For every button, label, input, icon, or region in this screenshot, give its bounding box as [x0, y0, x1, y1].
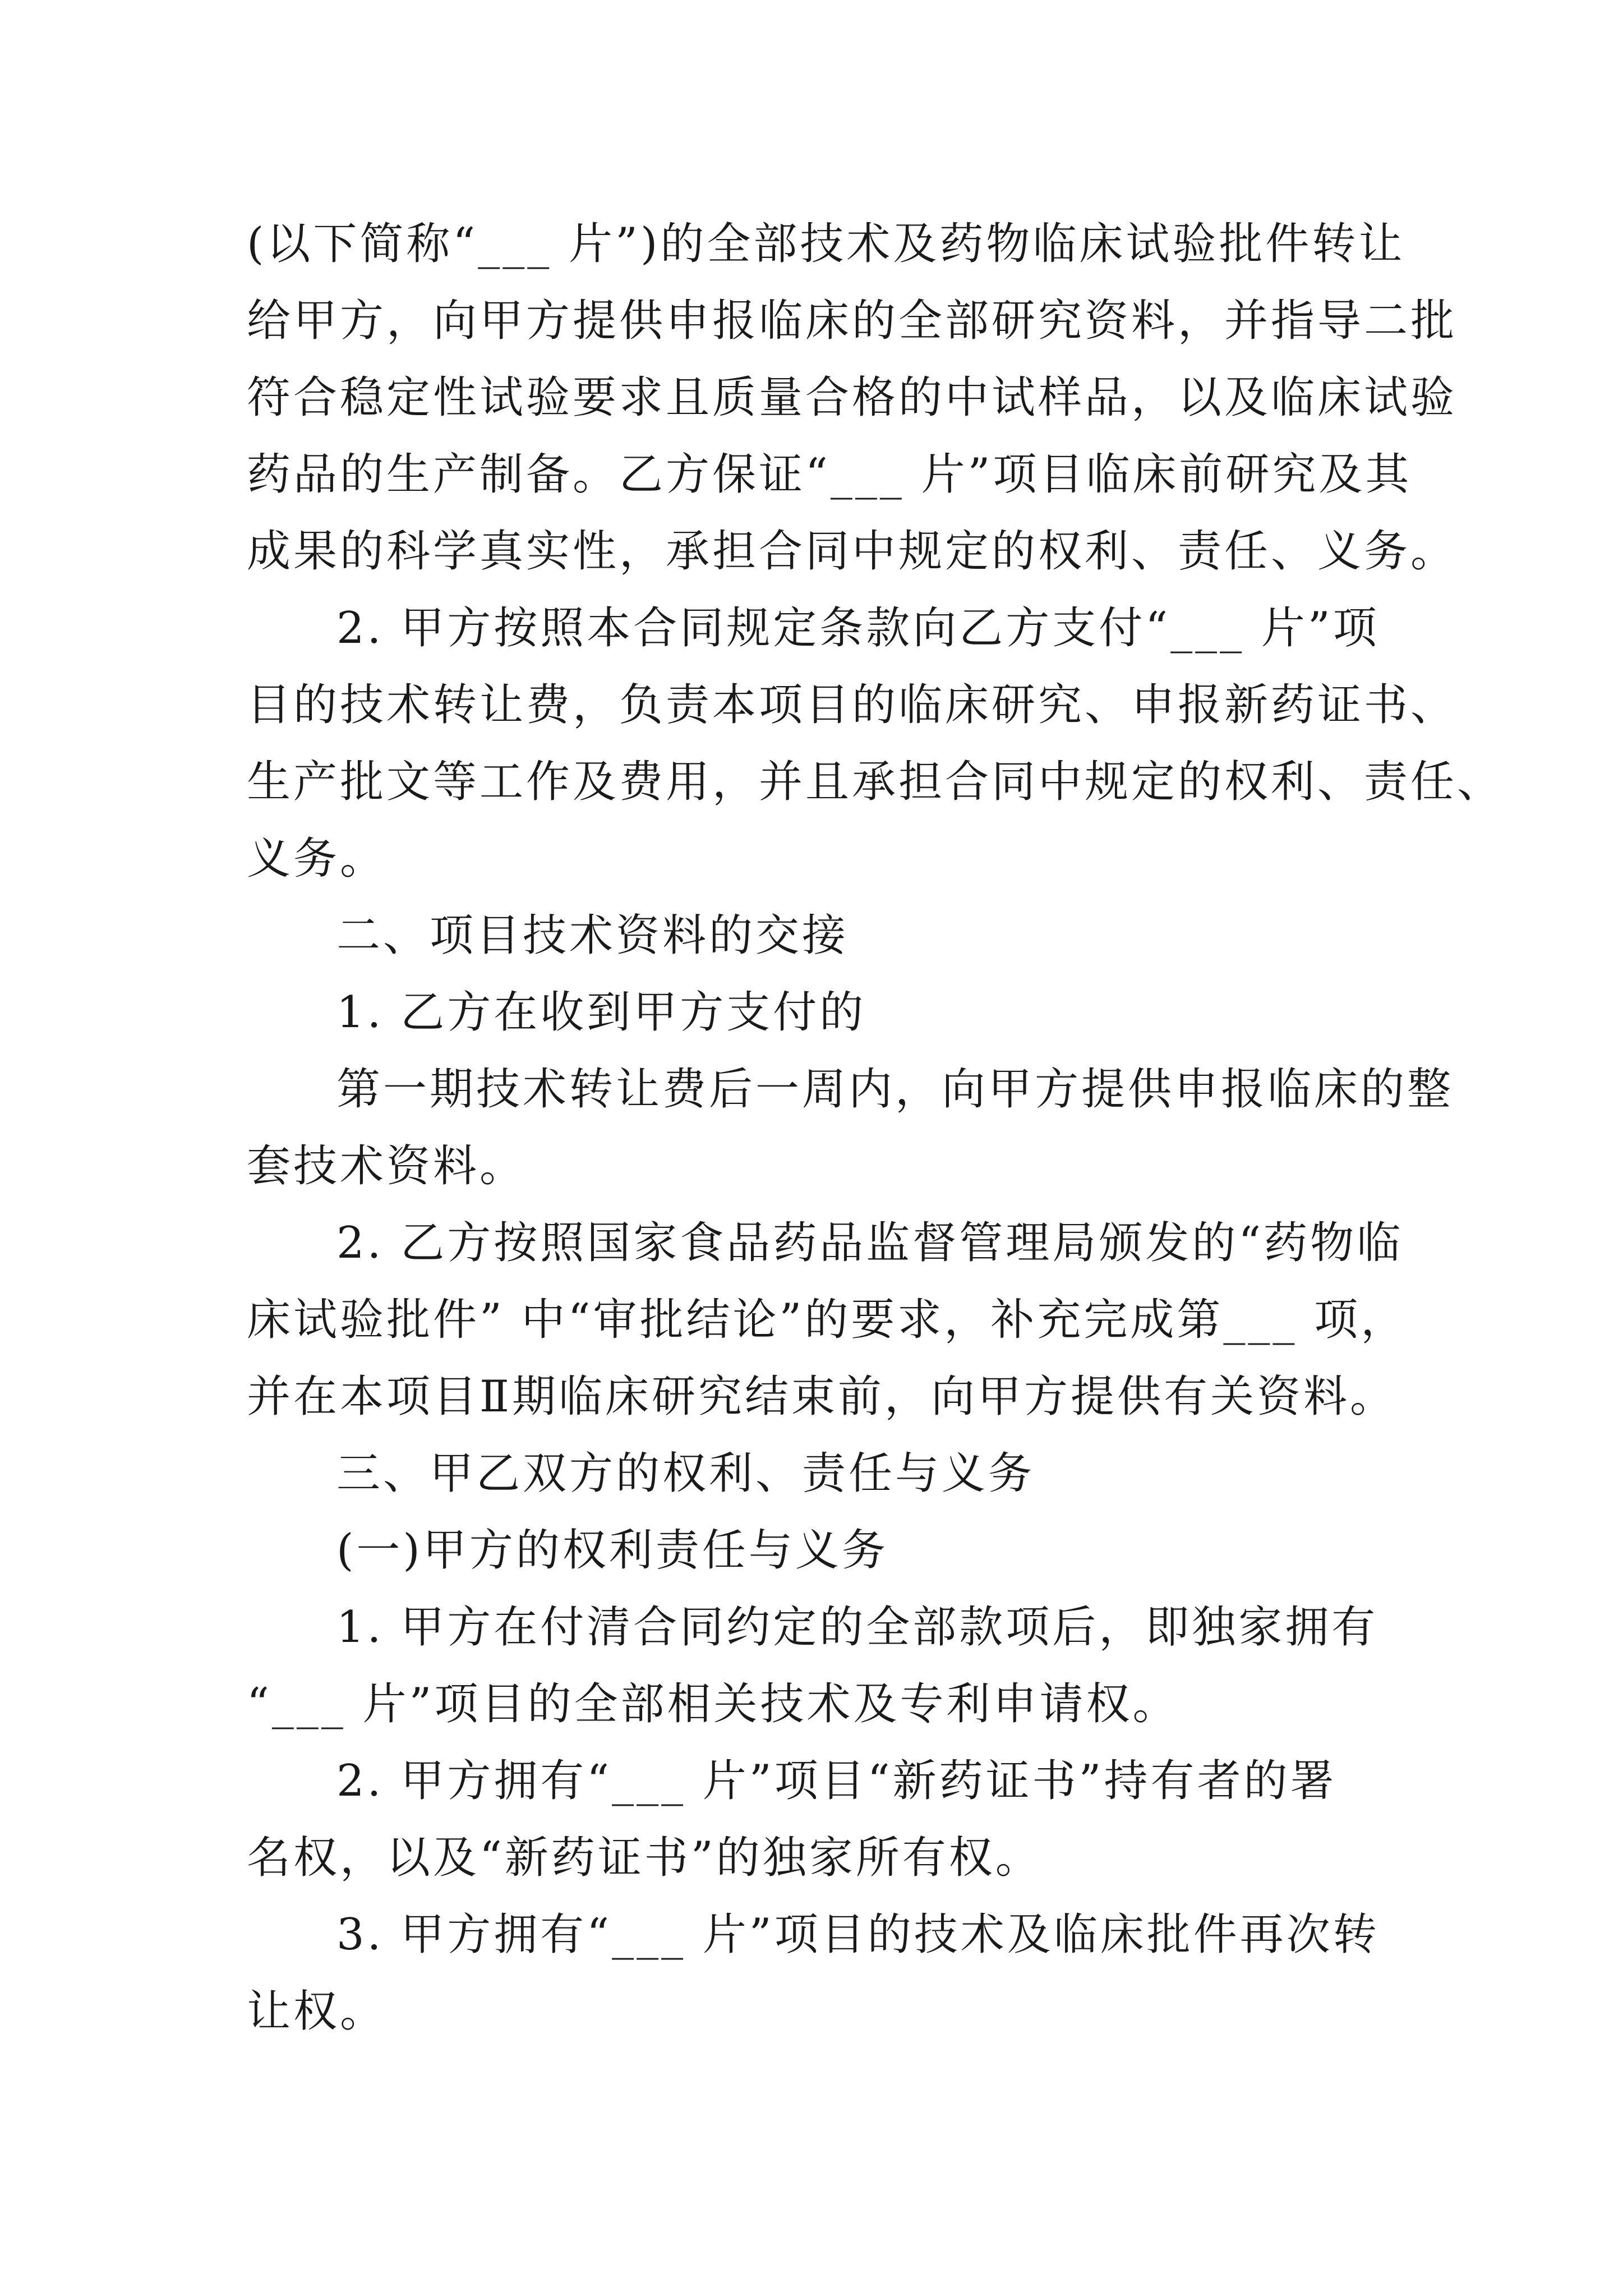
text-line-16: 并在本项目Ⅱ期临床研究结束前，向甲方提供有关资料。: [247, 1372, 1397, 1422]
text-line-23: 3. 甲方拥有“___ 片”项目的技术及临床批件再次转: [336, 1910, 1380, 1960]
text-line-2: 给甲方，向甲方提供申报临床的全部研究资料，并指导二批: [247, 296, 1458, 346]
text-line-19: 1. 甲方在付清合同约定的全部款项后，即独家拥有: [336, 1602, 1378, 1653]
text-line-20: “___ 片”项目的全部相关技术及专利申请权。: [247, 1679, 1179, 1729]
text-line-6: 2. 甲方按照本合同规定条款向乙方支付“___ 片”项: [336, 603, 1380, 654]
text-line-21: 2. 甲方拥有“___ 片”项目“新药证书”持有者的署: [336, 1756, 1337, 1806]
text-line-11: 1. 乙方在收到甲方支付的: [336, 987, 866, 1038]
section-heading-3: 三、甲乙双方的权利、责任与义务: [336, 1448, 1035, 1499]
text-line-1: (以下简称“___ 片”)的全部技术及药物临床试验批件转让: [247, 219, 1405, 269]
text-line-15: 床试验批件” 中“审批结论”的要求，补充完成第___ 项，: [247, 1295, 1408, 1345]
text-line-5: 成果的科学真实性，承担合同中规定的权利、责任、义务。: [247, 526, 1458, 577]
text-line-12: 第一期技术转让费后一周内，向甲方提供申报临床的整: [336, 1064, 1454, 1115]
text-line-4: 药品的生产制备。乙方保证“___ 片”项目临床前研究及其: [247, 449, 1412, 500]
text-line-8: 生产批文等工作及费用，并且承担合同中规定的权利、责任、: [247, 757, 1504, 807]
text-line-14: 2. 乙方按照国家食品药品监督管理局颁发的“药物临: [336, 1218, 1404, 1268]
text-line-13: 套技术资料。: [247, 1141, 527, 1191]
section-heading-2: 二、项目技术资料的交接: [336, 910, 849, 961]
text-line-9: 义务。: [247, 834, 387, 884]
text-line-22: 名权，以及“新药证书”的独家所有权。: [247, 1833, 1042, 1883]
text-line-7: 目的技术转让费，负责本项目的临床研究、申报新药证书、: [247, 680, 1458, 730]
text-line-24: 让权。: [247, 1986, 387, 2037]
subsection-heading-1: (一)甲方的权利责任与义务: [336, 1525, 888, 1576]
text-line-3: 符合稳定性试验要求且质量合格的中试样品，以及临床试验: [247, 372, 1458, 423]
